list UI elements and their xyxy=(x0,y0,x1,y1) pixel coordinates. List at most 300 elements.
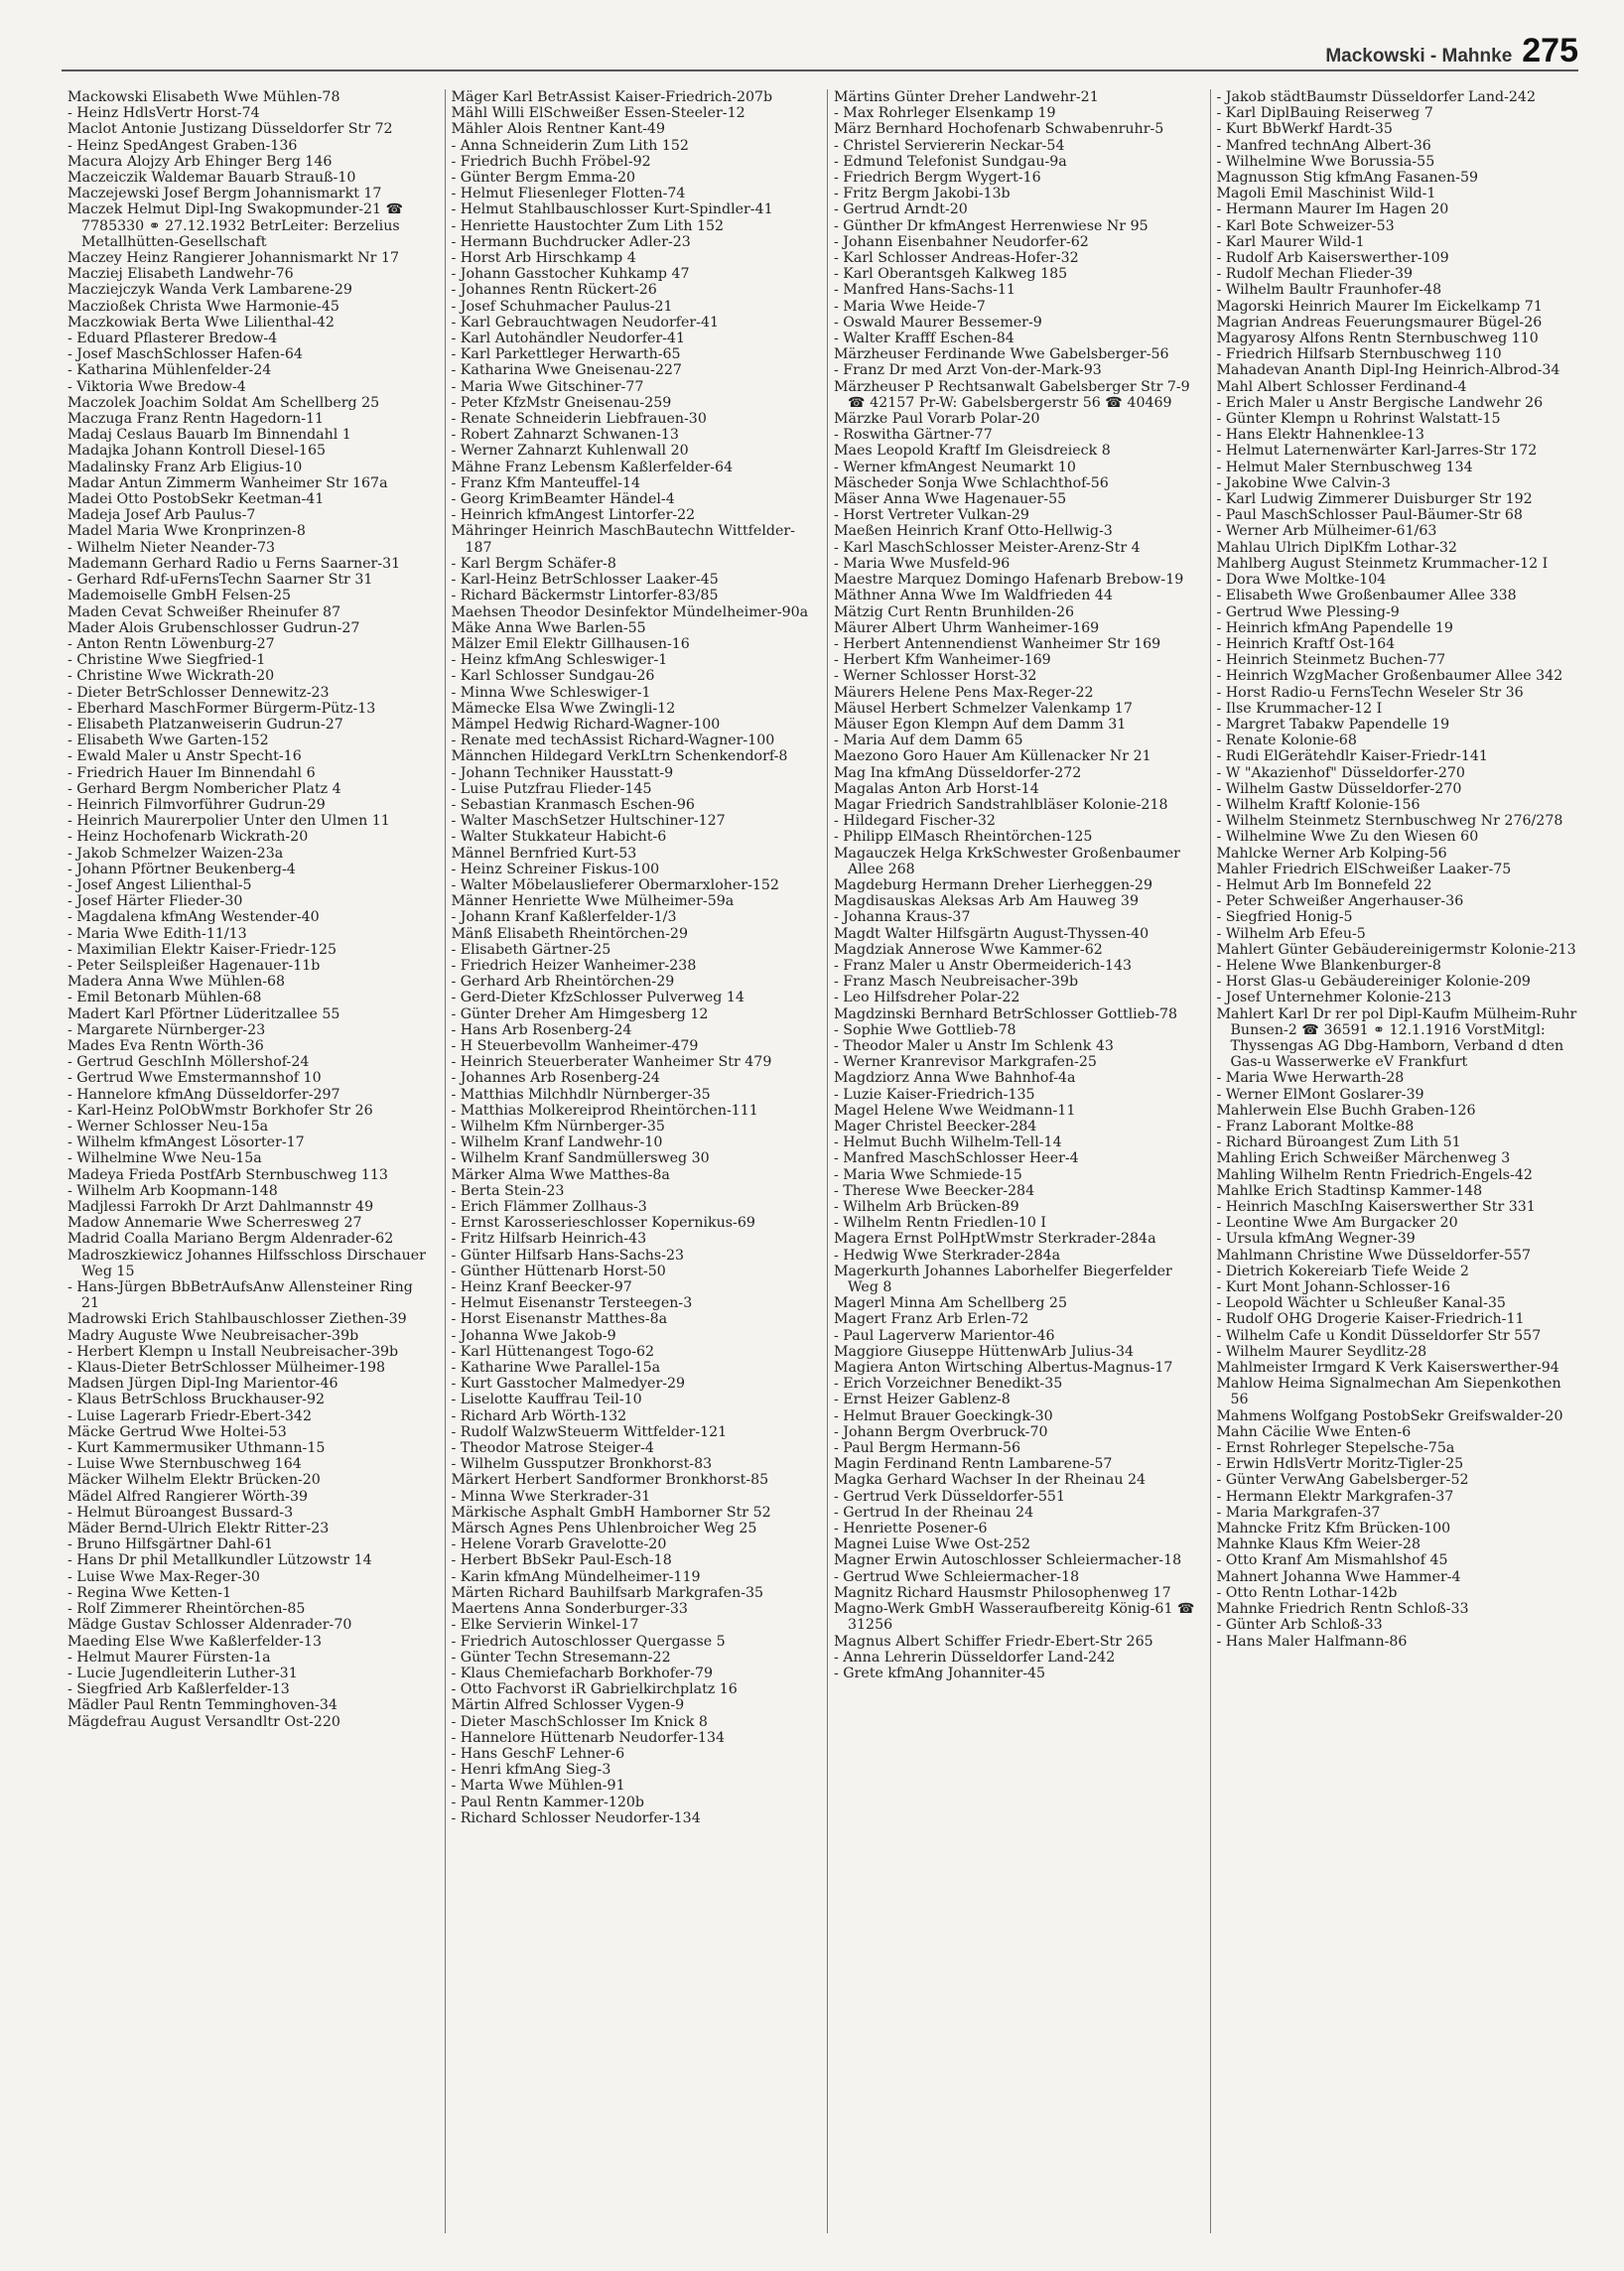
directory-entry: - Otto Rentn Lothar-142b xyxy=(1216,1584,1398,1601)
directory-entry: - Werner Kranrevisor Markgrafen-25 xyxy=(834,1054,1097,1071)
directory-entry: - Robert Zahnarzt Schwanen-13 xyxy=(451,427,679,444)
directory-entry: Mädel Alfred Rangierer Wörth-39 xyxy=(68,1488,309,1505)
directory-entry: Mahncke Fritz Kfm Brücken-100 xyxy=(1216,1521,1451,1537)
directory-entry: - Elisabeth Platzanweiserin Gudrun-27 xyxy=(68,716,343,733)
directory-entry: - Wilhelm Maurer Seydlitz-28 xyxy=(1216,1343,1427,1360)
directory-entry: - Wilhelm Cafe u Kondit Düsseldorfer Str 557 xyxy=(1216,1327,1542,1344)
directory-entry: Mahlerwein Else Buchh Graben-126 xyxy=(1216,1102,1476,1119)
directory-entry: - Magdalena kfmAng Westender-40 xyxy=(68,909,320,926)
directory-entry: - Helmut Laternenwärter Karl-Jarres-Str 172 xyxy=(1216,443,1538,460)
directory-entry: - Hermann Elektr Markgrafen-37 xyxy=(1216,1488,1454,1505)
directory-entry: - Wilhelm Kraftf Kolonie-156 xyxy=(1216,796,1421,813)
directory-entry: Madert Karl Pförtner Lüderitzallee 55 xyxy=(68,1005,340,1022)
directory-entry: - Helmut Eisenanstr Tersteegen-3 xyxy=(451,1295,693,1312)
directory-entry: Madrid Coalla Mariano Bergm Aldenrader-62 xyxy=(68,1231,394,1248)
directory-entry: - Herbert Antennendienst Wanheimer Str 169 xyxy=(834,635,1161,652)
directory-entry: - Rudolf OHG Drogerie Kaiser-Friedrich-11 xyxy=(1216,1311,1525,1328)
directory-entry: - Paul Lagerverw Marientor-46 xyxy=(834,1327,1055,1344)
directory-entry: Madeya Frieda PostfArb Sternbuschweg 113 xyxy=(68,1166,388,1183)
directory-entry: Maczolek Joachim Soldat Am Schellberg 25 xyxy=(68,394,380,411)
directory-entry: - Siegfried Arb Kaßlerfelder-13 xyxy=(68,1681,290,1698)
directory-entry: - Peter KfzMstr Gneisenau-259 xyxy=(451,394,672,411)
directory-entry: - Karl-Heinz PolObWmstr Borkhofer Str 26 xyxy=(68,1102,373,1119)
directory-entry: - Werner kfmAngest Neumarkt 10 xyxy=(834,459,1076,475)
directory-entry: - Werner Zahnarzt Kuhlenwall 20 xyxy=(451,443,689,460)
directory-entry: - Maria Wwe Edith-11/13 xyxy=(68,925,247,942)
directory-column-2 xyxy=(445,89,814,2233)
directory-entry: Magnitz Richard Hausmstr Philosophenweg 17 xyxy=(834,1584,1171,1601)
directory-entry: - Helmut Buchh Wilhelm-Tell-14 xyxy=(834,1135,1062,1151)
directory-entry: - Rudolf Mechan Flieder-39 xyxy=(1216,266,1414,283)
directory-entry: Mäurers Helene Pens Max-Reger-22 xyxy=(834,684,1094,701)
directory-entry: Männel Bernfried Kurt-53 xyxy=(451,845,637,862)
directory-entry: Madajka Johann Kontroll Diesel-165 xyxy=(68,443,327,460)
directory-entry: - Kurt Kammermusiker Uthmann-15 xyxy=(68,1440,326,1457)
directory-entry: Mahl Albert Schlosser Ferdinand-4 xyxy=(1216,378,1467,395)
directory-entry: - Friedrich Hauer Im Binnendahl 6 xyxy=(68,764,316,781)
directory-entry: Mahnke Friedrich Rentn Schloß-33 xyxy=(1216,1601,1469,1618)
page-header xyxy=(1325,32,1578,70)
directory-entry: - Otto Kranf Am Mismahlshof 45 xyxy=(1216,1552,1448,1569)
directory-entry: - Hans Elektr Hahnenklee-13 xyxy=(1216,427,1424,444)
directory-entry: - Horst Arb Hirschkamp 4 xyxy=(451,250,636,267)
directory-entry: Magoli Emil Maschinist Wild-1 xyxy=(1216,186,1436,202)
directory-entry: - Richard Bäckermstr Lintorfer-83/85 xyxy=(451,588,719,604)
directory-entry: - Hedwig Wwe Sterkrader-284a xyxy=(834,1247,1061,1264)
directory-entry: Maeding Else Wwe Kaßlerfelder-13 xyxy=(68,1633,322,1650)
directory-entry: - Karl-Heinz BetrSchlosser Laaker-45 xyxy=(451,572,719,589)
directory-entry: - Helmut Arb Im Bonnefeld 22 xyxy=(1216,876,1432,893)
directory-entry: - Heinrich MaschIng Kaiserswerther Str 331 xyxy=(1216,1199,1536,1216)
directory-entry: - Oswald Maurer Bessemer-9 xyxy=(834,314,1042,331)
directory-entry: Magiera Anton Wirtsching Albertus-Magnus-17 xyxy=(834,1360,1173,1377)
directory-entry: - Franz Laborant Moltke-88 xyxy=(1216,1119,1415,1135)
directory-entry: Mäke Anna Wwe Barlen-55 xyxy=(451,619,646,636)
directory-entry: Mahlmeister Irmgard K Verk Kaiserswerther-94 xyxy=(1216,1360,1559,1377)
directory-entry: - Heinrich kfmAng Papendelle 19 xyxy=(1216,619,1453,636)
directory-entry: Mahling Erich Schweißer Märchenweg 3 xyxy=(1216,1150,1511,1167)
directory-entry: - Fritz Bergm Jakobi-13b xyxy=(834,186,1011,202)
directory-entry: - Maximilian Elektr Kaiser-Friedr-125 xyxy=(68,941,338,958)
directory-entry: Mager Christel Beecker-284 xyxy=(834,1119,1037,1135)
header-rule xyxy=(62,69,1578,71)
directory-entry: - Paul MaschSchlosser Paul-Bäumer-Str 68 xyxy=(1216,507,1523,524)
directory-entry: - Heinz kfmAng Schleswiger-1 xyxy=(451,652,668,669)
running-head: Mackowski - Mahnke xyxy=(1325,46,1513,67)
directory-entry: - Wilhelm Gussputzer Bronkhorst-83 xyxy=(451,1456,713,1473)
directory-entry: Märzke Paul Vorarb Polar-20 xyxy=(834,411,1040,428)
directory-entry: - Karl Schlosser Sundgau-26 xyxy=(451,668,655,685)
directory-entry: Mädge Gustav Schlosser Aldenrader-70 xyxy=(68,1617,352,1634)
directory-entry: Märzheuser P Rechtsanwalt Gabelsberger Str 7-9 ☎ 42157 Pr-W: Gabelsbergerstr 56 ☎ 40469 xyxy=(834,378,1190,411)
directory-entry: - Gertrud Verk Düsseldorfer-551 xyxy=(834,1488,1065,1505)
directory-entry: - Ernst Rohrleger Stepelsche-75a xyxy=(1216,1440,1455,1457)
directory-entry: Magel Helene Wwe Weidmann-11 xyxy=(834,1102,1076,1119)
directory-entry: - Erich Flämmer Zollhaus-3 xyxy=(451,1199,647,1216)
directory-entry: Mades Eva Rentn Wörth-36 xyxy=(68,1037,264,1054)
directory-entry: - Fritz Hilfsarb Heinrich-43 xyxy=(451,1231,647,1248)
directory-entry: - Karl Schlosser Andreas-Hofer-32 xyxy=(834,250,1079,267)
directory-entry: - Friedrich Buchh Fröbel-92 xyxy=(451,153,651,170)
directory-entry: Mahlcke Werner Arb Kolping-56 xyxy=(1216,845,1447,862)
directory-entry: - Georg KrimBeamter Händel-4 xyxy=(451,491,675,508)
directory-entry: Madow Annemarie Wwe Scherresweg 27 xyxy=(68,1215,362,1232)
directory-entry: - Johann Gasstocher Kuhkamp 47 xyxy=(451,266,690,283)
directory-entry: - Gertrud Arndt-20 xyxy=(834,201,968,218)
directory-entry: - Hans Arb Rosenberg-24 xyxy=(451,1021,632,1038)
directory-entry: - Sebastian Kranmasch Eschen-96 xyxy=(451,796,695,813)
directory-entry: Magyarosy Alfons Rentn Sternbuschweg 110 xyxy=(1216,331,1539,347)
directory-entry: - Karl MaschSchlosser Meister-Arenz-Str 4 xyxy=(834,539,1141,556)
directory-entry: Magdziak Annerose Wwe Kammer-62 xyxy=(834,941,1103,958)
directory-entry: Magert Franz Arb Erlen-72 xyxy=(834,1311,1029,1328)
directory-entry: - Wilhelm Arb Efeu-5 xyxy=(1216,925,1366,942)
directory-entry: Magnei Luise Wwe Ost-252 xyxy=(834,1536,1031,1553)
directory-entry: Magdziorz Anna Wwe Bahnhof-4a xyxy=(834,1070,1076,1087)
directory-entry: - Wilhelm Gastw Düsseldorfer-270 xyxy=(1216,780,1462,797)
directory-entry: - Heinrich WzgMacher Großenbaumer Allee 342 xyxy=(1216,668,1563,685)
directory-entry: Maclot Antonie Justizang Düsseldorfer Str 72 xyxy=(68,121,393,138)
directory-entry: - Otto Fachvorst iR Gabrielkirchplatz 16 xyxy=(451,1681,738,1698)
directory-entry: - Helmut Maler Sternbuschweg 134 xyxy=(1216,459,1473,475)
directory-entry: Madroszkiewicz Johannes Hilfsschloss Dirschauer Weg 15 xyxy=(68,1247,426,1279)
directory-entry: Mänß Elisabeth Rheintörchen-29 xyxy=(451,925,688,942)
directory-entry: - Hans Maler Halfmann-86 xyxy=(1216,1633,1408,1650)
directory-entry: - Leo Hilfsdreher Polar-22 xyxy=(834,990,1020,1006)
directory-entry: - Heinrich kfmAngest Lintorfer-22 xyxy=(451,507,696,524)
directory-entry: - Franz Maler u Anstr Obermeiderich-143 xyxy=(834,957,1133,974)
directory-entry: - Erich Maler u Anstr Bergische Landwehr 26 xyxy=(1216,394,1544,411)
directory-entry: Magnusson Stig kfmAng Fasanen-59 xyxy=(1216,170,1479,187)
directory-entry: - Henri kfmAng Sieg-3 xyxy=(451,1762,611,1779)
directory-entry: - W "Akazienhof" Düsseldorfer-270 xyxy=(1216,764,1465,781)
directory-entry: - Christel Serviererin Neckar-54 xyxy=(834,137,1065,154)
directory-entry: - Paul Bergm Hermann-56 xyxy=(834,1440,1021,1457)
directory-entry: - Werner Schlosser Horst-32 xyxy=(834,668,1037,685)
directory-entry: - Maria Wwe Gitschiner-77 xyxy=(451,378,644,395)
directory-entry: Magdisauskas Aleksas Arb Am Hauweg 39 xyxy=(834,893,1139,910)
directory-entry: Mäcke Gertrud Wwe Holtei-53 xyxy=(68,1423,287,1440)
directory-entry: Magno-Werk GmbH Wasseraufbereitg König-61 ☎ 31256 xyxy=(834,1601,1195,1634)
directory-entry: - Siegfried Honig-5 xyxy=(1216,909,1353,926)
directory-entry: - Luise Lagerarb Friedr-Ebert-342 xyxy=(68,1407,312,1424)
directory-entry: Maczioßek Christa Wwe Harmonie-45 xyxy=(68,298,339,315)
directory-entry: - Helmut Maurer Fürsten-1a xyxy=(68,1649,271,1666)
directory-entry: Märker Alma Wwe Matthes-8a xyxy=(451,1166,670,1183)
directory-entry: Maes Leopold Kraftf Im Gleisdreieck 8 xyxy=(834,443,1111,460)
directory-entry: Maggiore Giuseppe HüttenwArb Julius-34 xyxy=(834,1343,1135,1360)
directory-entry: - Elisabeth Gärtner-25 xyxy=(451,941,611,958)
directory-entry: - Elisabeth Wwe Großenbaumer Allee 338 xyxy=(1216,588,1517,604)
directory-entry: Maehsen Theodor Desinfektor Mündelheimer-90a xyxy=(451,603,809,620)
directory-entry: - Rudolf WalzwSteuerm Wittfelder-121 xyxy=(451,1423,728,1440)
directory-entry: Märkische Asphalt GmbH Hamborner Str 52 xyxy=(451,1504,771,1521)
directory-entry: - Dietrich Kokereiarb Tiefe Weide 2 xyxy=(1216,1263,1469,1279)
directory-entry: Mäcker Wilhelm Elektr Brücken-20 xyxy=(68,1472,321,1489)
directory-entry: - Karl DiplBauing Reiserweg 7 xyxy=(1216,105,1433,122)
directory-entry: - Viktoria Wwe Bredow-4 xyxy=(68,378,246,395)
directory-entry: - Grete kfmAng Johanniter-45 xyxy=(834,1665,1046,1681)
directory-entry: - Günter Techn Stresemann-22 xyxy=(451,1649,671,1666)
directory-entry: Maeßen Heinrich Kranf Otto-Hellwig-3 xyxy=(834,523,1113,540)
directory-entry: - Ilse Krummacher-12 I xyxy=(1216,700,1383,717)
directory-entry: - Günter Klempn u Rohrinst Walstatt-15 xyxy=(1216,411,1501,428)
directory-entry: - Ursula kfmAng Wegner-39 xyxy=(1216,1231,1416,1248)
directory-entry: Männer Henriette Wwe Mülheimer-59a xyxy=(451,893,735,910)
directory-entry: Mahlau Ulrich DiplKfm Lothar-32 xyxy=(1216,539,1457,556)
directory-entry: - Marta Wwe Mühlen-91 xyxy=(451,1778,625,1795)
directory-entry: Mahlert Günter Gebäudereinigermstr Kolonie-213 xyxy=(1216,941,1576,958)
directory-entry: - Heinz SpedAngest Graben-136 xyxy=(68,137,298,154)
directory-entry: - Johanna Kraus-37 xyxy=(834,909,971,926)
directory-entry: - Renate Schneiderin Liebfrauen-30 xyxy=(451,411,707,428)
directory-entry: Mag Ina kfmAng Düsseldorfer-272 xyxy=(834,764,1082,781)
directory-column-1 xyxy=(62,89,431,2233)
directory-column-3 xyxy=(827,89,1196,2233)
directory-entry: Mähl Willi ElSchweißer Essen-Steeler-12 xyxy=(451,105,745,122)
directory-entry: - Johann Kranf Kaßlerfelder-1/3 xyxy=(451,909,677,926)
directory-entry: - Leontine Wwe Am Burgacker 20 xyxy=(1216,1215,1458,1232)
directory-entry: - Wilhelmine Wwe Borussia-55 xyxy=(1216,153,1435,170)
directory-entry: - Maria Wwe Musfeld-96 xyxy=(834,555,1011,572)
directory-entry: - Karl Gebrauchtwagen Neudorfer-41 xyxy=(451,314,720,331)
directory-entry: Mahadevan Ananth Dipl-Ing Heinrich-Albrod-34 xyxy=(1216,362,1560,379)
directory-entry: - Hannelore Hüttenarb Neudorfer-134 xyxy=(451,1729,726,1746)
directory-entry: - Bruno Hilfsgärtner Dahl-61 xyxy=(68,1536,274,1553)
directory-entry: - Herbert BbSekr Paul-Esch-18 xyxy=(451,1552,672,1569)
directory-entry: - Helmut Büroangest Bussard-3 xyxy=(68,1504,294,1521)
directory-entry: - Wilhelm Kranf Landwehr-10 xyxy=(451,1135,663,1151)
directory-entry: - Paul Rentn Kammer-120b xyxy=(451,1794,645,1810)
directory-entry: - Wilhelm Kranf Sandmüllersweg 30 xyxy=(451,1150,710,1167)
directory-entry: - Berta Stein-23 xyxy=(451,1182,565,1199)
directory-entry: - Klaus Chemiefacharb Borkhofer-79 xyxy=(451,1665,714,1681)
directory-entry: - Gertrud GeschInh Möllershof-24 xyxy=(68,1054,310,1071)
directory-entry: - Renate med techAssist Richard-Wagner-100 xyxy=(451,733,775,749)
directory-entry: Mahlberg August Steinmetz Krummacher-12 I xyxy=(1216,555,1549,572)
directory-entry: - Elisabeth Wwe Garten-152 xyxy=(68,733,269,749)
directory-entry: Mader Alois Grubenschlosser Gudrun-27 xyxy=(68,619,360,636)
directory-entry: - Henriette Posener-6 xyxy=(834,1521,988,1537)
directory-entry: - Liselotte Kauffrau Teil-10 xyxy=(451,1392,642,1408)
directory-entry: - Wilhelm Arb Koopmann-148 xyxy=(68,1182,278,1199)
directory-entry: - Emil Betonarb Mühlen-68 xyxy=(68,990,262,1006)
directory-entry: - Johanna Wwe Jakob-9 xyxy=(451,1327,616,1344)
directory-entry: - Hildegard Fischer-32 xyxy=(834,813,996,830)
directory-entry: - Karl Parkettleger Herwarth-65 xyxy=(451,346,681,363)
directory-entry: - Leopold Wächter u Schleußer Kanal-35 xyxy=(1216,1295,1506,1312)
directory-entry: Mahnke Klaus Kfm Weier-28 xyxy=(1216,1536,1421,1553)
directory-entry: - Maria Auf dem Damm 65 xyxy=(834,733,1023,749)
directory-entry: - Lucie Jugendleiterin Luther-31 xyxy=(68,1665,298,1681)
directory-entry: Männchen Hildegard VerkLtrn Schenkendorf-8 xyxy=(451,748,788,765)
directory-entry: - Hans GeschF Lehner-6 xyxy=(451,1745,625,1762)
directory-entry: - Gerhard Bergm Nombericher Platz 4 xyxy=(68,780,341,797)
directory-entry: - Friedrich Heizer Wanheimer-238 xyxy=(451,957,697,974)
directory-entry: - Helmut Stahlbauschlosser Kurt-Spindler-41 xyxy=(451,201,773,218)
directory-entry: Mahlert Karl Dr rer pol Dipl-Kaufm Mülheim-Ruhr Bunsen-2 ☎ 36591 ⚭ 12.1.1916 VorstMitgl: Thyssengas AG Dbg-Hamborn, Verband d dten Gas-u Wasserwerke eV Frankfurt xyxy=(1216,1005,1577,1071)
directory-entry: - Günter VerwAng Gabelsberger-52 xyxy=(1216,1472,1469,1489)
directory-entry: - Johannes Rentn Rückert-26 xyxy=(451,282,657,299)
directory-entry: Mägdefrau August Versandltr Ost-220 xyxy=(68,1713,340,1730)
directory-entry: - Jakobine Wwe Calvin-3 xyxy=(1216,474,1391,491)
directory-entry: - Anton Rentn Löwenburg-27 xyxy=(68,635,275,652)
directory-entry: - Johannes Arb Rosenberg-24 xyxy=(451,1070,660,1087)
directory-entry: - Friedrich Autoschlosser Quergasse 5 xyxy=(451,1633,726,1650)
directory-entry: - Gerhard Arb Rheintörchen-29 xyxy=(451,974,675,991)
directory-entry: Magar Friedrich Sandstrahlbläser Kolonie-218 xyxy=(834,796,1168,813)
directory-entry: Maden Cevat Schweißer Rheinufer 87 xyxy=(68,603,341,620)
directory-entry: Magin Ferdinand Rentn Lambarene-57 xyxy=(834,1456,1113,1473)
directory-entry: - Wilhelm Arb Brücken-89 xyxy=(834,1199,1019,1216)
directory-entry: - Walter Möbelauslieferer Obermarxloher-152 xyxy=(451,876,779,893)
directory-entry: - Josef MaschSchlosser Hafen-64 xyxy=(68,346,303,363)
directory-entry: - Luise Wwe Sternbuschweg 164 xyxy=(68,1456,302,1473)
directory-entry: - Johann Pförtner Beukenberg-4 xyxy=(68,861,296,877)
directory-entry: Maczuga Franz Rentn Hagedorn-11 xyxy=(68,411,325,428)
directory-entry: - Elke Servierin Winkel-17 xyxy=(451,1617,639,1634)
directory-entry: - Margarete Nürnberger-23 xyxy=(68,1021,266,1038)
directory-entry: - Horst Glas-u Gebäudereiniger Kolonie-209 xyxy=(1216,974,1531,991)
directory-entry: Maestre Marquez Domingo Hafenarb Brebow-19 xyxy=(834,572,1184,589)
directory-entry: - Eduard Pflasterer Bredow-4 xyxy=(68,331,278,347)
directory-entry: - Maria Markgrafen-37 xyxy=(1216,1504,1381,1521)
directory-entry: - Roswitha Gärtner-77 xyxy=(834,427,993,444)
directory-entry: - Dora Wwe Moltke-104 xyxy=(1216,572,1387,589)
directory-entry: - Karl Ludwig Zimmerer Duisburger Str 192 xyxy=(1216,491,1533,508)
directory-entry: - Josef Unternehmer Kolonie-213 xyxy=(1216,990,1452,1006)
page-number: 275 xyxy=(1522,32,1578,69)
directory-entry: - Johann Techniker Hausstatt-9 xyxy=(451,764,674,781)
directory-entry: - Christine Wwe Siegfried-1 xyxy=(68,652,266,669)
directory-entry: - Hannelore kfmAng Düsseldorfer-297 xyxy=(68,1086,340,1103)
directory-entry: - Eberhard MaschFormer Bürgerm-Pütz-13 xyxy=(68,700,376,717)
directory-entry: Magdt Walter Hilfsgärtn August-Thyssen-40 xyxy=(834,925,1150,942)
directory-entry: - Richard Arb Wörth-132 xyxy=(451,1407,627,1424)
directory-entry: Mäscheder Sonja Wwe Schlachthof-56 xyxy=(834,474,1109,491)
directory-entry: - Katharina Mühlenfelder-24 xyxy=(68,362,272,379)
directory-entry: Maczek Helmut Dipl-Ing Swakopmunder-21 ☎ 7785330 ⚭ 27.12.1932 BetrLeiter: Berzelius Metallhütten-Gesellschaft xyxy=(68,201,404,250)
directory-entry: - Maria Wwe Schmiede-15 xyxy=(834,1166,1022,1183)
directory-entry: - Werner Arb Mülheimer-61/63 xyxy=(1216,523,1437,540)
directory-entry: - Jakob städtBaumstr Düsseldorfer Land-242 xyxy=(1216,89,1536,105)
directory-entry: - Josef Härter Flieder-30 xyxy=(68,893,243,910)
directory-entry: Mahlow Heima Signalmechan Am Siepenkothen 56 xyxy=(1216,1376,1561,1408)
directory-entry: Magorski Heinrich Maurer Im Eickelkamp 71 xyxy=(1216,298,1543,315)
directory-entry: - Gerhard Rdf-uFernsTechn Saarner Str 31 xyxy=(68,572,373,589)
directory-entry: Mälzer Emil Elektr Gillhausen-16 xyxy=(451,635,690,652)
directory-entry: - Wilhelmine Wwe Zu den Wiesen 60 xyxy=(1216,829,1479,846)
directory-entry: Märtins Günter Dreher Landwehr-21 xyxy=(834,89,1099,105)
directory-entry: - Kurt Gasstocher Malmedyer-29 xyxy=(451,1376,686,1393)
directory-entry: Mahmens Wolfgang PostobSekr Greifswalder-20 xyxy=(1216,1407,1563,1424)
directory-entry: Madrowski Erich Stahlbauschlosser Ziethen-39 xyxy=(68,1311,407,1328)
directory-entry: - Werner ElMont Goslarer-39 xyxy=(1216,1086,1424,1103)
directory-entry: Macziejczyk Wanda Verk Lambarene-29 xyxy=(68,282,352,299)
directory-entry: - Maria Wwe Herwarth-28 xyxy=(1216,1070,1405,1087)
directory-entry: Magauczek Helga KrkSchwester Großenbaumer Allee 268 xyxy=(834,845,1180,877)
directory-entry: Mäser Anna Wwe Hagenauer-55 xyxy=(834,491,1067,508)
directory-entry: - Helene Wwe Blankenburger-8 xyxy=(1216,957,1441,974)
directory-entry: - Regina Wwe Ketten-1 xyxy=(68,1584,232,1601)
directory-entry: Magalas Anton Arb Horst-14 xyxy=(834,780,1039,797)
directory-entry: - Luise Putzfrau Flieder-145 xyxy=(451,780,652,797)
directory-entry: - Klaus BetrSchloss Bruckhauser-92 xyxy=(68,1392,326,1408)
directory-entry: - Wilhelmine Wwe Neu-15a xyxy=(68,1150,262,1167)
directory-entry: Madalinsky Franz Arb Eligius-10 xyxy=(68,459,303,475)
directory-entry: - Walter Krafff Eschen-84 xyxy=(834,331,1015,347)
directory-entry: - Gertrud Wwe Plessing-9 xyxy=(1216,603,1400,620)
directory-entry: - Günther Hüttenarb Horst-50 xyxy=(451,1263,666,1279)
directory-entry: - Kurt Mont Johann-Schlosser-16 xyxy=(1216,1279,1450,1296)
directory-entry: Mahler Friedrich ElSchweißer Laaker-75 xyxy=(1216,861,1512,877)
directory-entry: Magerkurth Johannes Laborhelfer Biegerfelder Weg 8 xyxy=(834,1263,1172,1296)
directory-entry: - Minna Wwe Schleswiger-1 xyxy=(451,684,651,701)
directory-entry: Madar Antun Zimmerm Wanheimer Str 167a xyxy=(68,474,388,491)
directory-entry: Maczkowiak Berta Wwe Lilienthal-42 xyxy=(68,314,335,331)
directory-entry: - Edmund Telefonist Sundgau-9a xyxy=(834,153,1067,170)
directory-entry: - Therese Wwe Beecker-284 xyxy=(834,1182,1035,1199)
directory-entry: Mahnert Johanna Wwe Hammer-4 xyxy=(1216,1568,1461,1585)
directory-entry: Mademoiselle GmbH Felsen-25 xyxy=(68,588,292,604)
directory-entry: Magdeburg Hermann Dreher Lierheggen-29 xyxy=(834,876,1152,893)
directory-entry: - Werner Schlosser Neu-15a xyxy=(68,1119,269,1135)
directory-entry: - Helmut Brauer Goeckingk-30 xyxy=(834,1407,1053,1424)
directory-entry: - H Steuerbevollm Wanheimer-479 xyxy=(451,1037,699,1054)
directory-entry: - Günther Dr kfmAngest Herrenwiese Nr 95 xyxy=(834,217,1149,234)
directory-entry: Magrian Andreas Feuerungsmaurer Bügel-26 xyxy=(1216,314,1543,331)
directory-entry: - Ernst Karosserieschlosser Kopernikus-69 xyxy=(451,1215,755,1232)
directory-entry: Mähne Franz Lebensm Kaßlerfelder-64 xyxy=(451,459,734,475)
directory-entry: - Minna Wwe Sterkrader-31 xyxy=(451,1488,651,1505)
directory-entry: - Josef Schuhmacher Paulus-21 xyxy=(451,298,673,315)
directory-entry: - Margret Tabakw Papendelle 19 xyxy=(1216,716,1450,733)
directory-entry: - Karl Bote Schweizer-53 xyxy=(1216,217,1395,234)
directory-entry: Märzheuser Ferdinande Wwe Gabelsberger-56 xyxy=(834,346,1169,363)
directory-entry: - Luise Wwe Max-Reger-30 xyxy=(68,1568,260,1585)
directory-entry: - Heinrich Steuerberater Wanheimer Str 479 xyxy=(451,1054,772,1071)
directory-entry: - Karl Bergm Schäfer-8 xyxy=(451,555,616,572)
directory-entry: - Karin kfmAng Mündelheimer-119 xyxy=(451,1568,701,1585)
directory-entry: Mahlmann Christine Wwe Düsseldorfer-557 xyxy=(1216,1247,1532,1264)
directory-entry: Magnus Albert Schiffer Friedr-Ebert-Str 265 xyxy=(834,1633,1153,1650)
directory-entry: - Peter Schweißer Angerhauser-36 xyxy=(1216,893,1464,910)
directory-entry: Märkert Herbert Sandformer Bronkhorst-85 xyxy=(451,1472,769,1489)
directory-entry: - Horst Radio-u FernsTechn Weseler Str 36 xyxy=(1216,684,1524,701)
directory-entry: - Heinrich Filmvorführer Gudrun-29 xyxy=(68,796,326,813)
directory-entry: Maezono Goro Hauer Am Küllenacker Nr 21 xyxy=(834,748,1151,765)
directory-entry: - Theodor Matrose Steiger-4 xyxy=(451,1440,654,1457)
directory-entry: - Matthias Milchhdlr Nürnberger-35 xyxy=(451,1086,711,1103)
directory-entry: Madaj Ceslaus Bauarb Im Binnendahl 1 xyxy=(68,427,351,444)
directory-entry: - Richard Schlosser Neudorfer-134 xyxy=(451,1809,701,1826)
directory-entry: - Klaus-Dieter BetrSchlosser Mülheimer-198 xyxy=(68,1360,386,1377)
directory-entry: Mahn Cäcilie Wwe Enten-6 xyxy=(1216,1423,1412,1440)
directory-entry: - Matthias Molkereiprod Rheintörchen-111 xyxy=(451,1102,758,1119)
directory-entry: Mackowski Elisabeth Wwe Mühlen-78 xyxy=(68,89,340,105)
directory-entry: - Manfred technAng Albert-36 xyxy=(1216,137,1431,154)
directory-column-4 xyxy=(1210,89,1579,2233)
directory-entry: - Philipp ElMasch Rheintörchen-125 xyxy=(834,829,1093,846)
directory-entry: Mäurer Albert Uhrm Wanheimer-169 xyxy=(834,619,1100,636)
directory-entry: - Heinrich Kraftf Ost-164 xyxy=(1216,635,1396,652)
directory-entry: - Johann Bergm Overbruck-70 xyxy=(834,1423,1048,1440)
directory-entry: Mahlke Erich Stadtinsp Kammer-148 xyxy=(1216,1182,1483,1199)
directory-entry: Mäder Bernd-Ulrich Elektr Ritter-23 xyxy=(68,1521,330,1537)
directory-entry: - Anna Lehrerin Düsseldorfer Land-242 xyxy=(834,1649,1116,1666)
directory-entry: - Peter Seilspleißer Hagenauer-11b xyxy=(68,957,321,974)
directory-entry: - Gertrud Wwe Schleiermacher-18 xyxy=(834,1568,1080,1585)
